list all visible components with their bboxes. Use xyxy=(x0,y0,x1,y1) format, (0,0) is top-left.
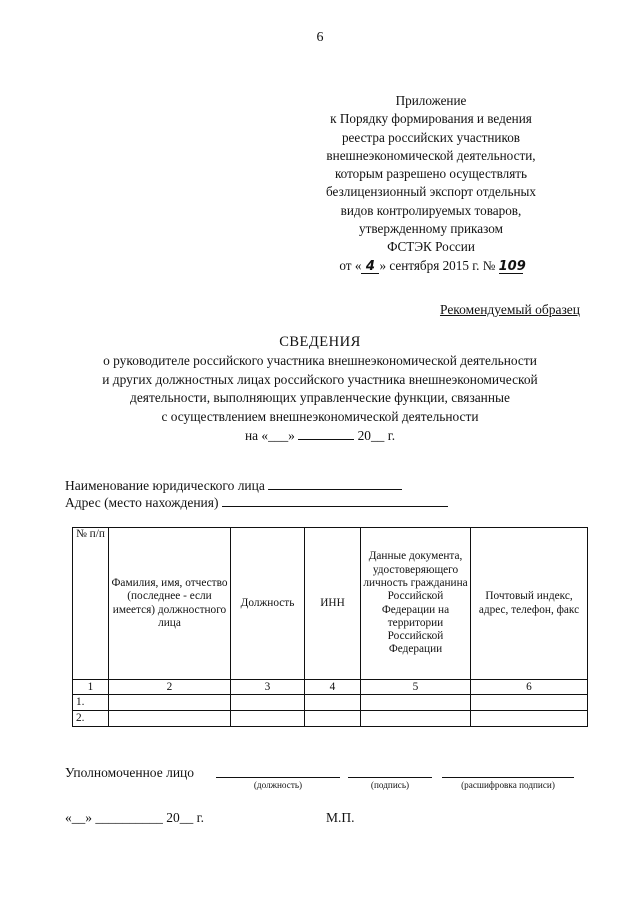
header-number: № п/п xyxy=(73,528,109,680)
document-heading: СВЕДЕНИЯ xyxy=(279,334,361,350)
order-date-prefix: от « xyxy=(339,257,362,273)
appendix-line: видов контролируемых товаров, xyxy=(340,202,522,218)
signature-caption: (подпись) xyxy=(370,780,410,790)
table-cell[interactable] xyxy=(305,695,361,711)
table-cell[interactable] xyxy=(231,695,305,711)
table-cell[interactable] xyxy=(109,695,231,711)
officials-table xyxy=(72,527,588,727)
row-number: 2. xyxy=(73,711,109,727)
title-date-prefix: на «___» xyxy=(244,427,299,443)
title-line: и других должностных лицах российского участника внешнеэкономической xyxy=(102,371,538,387)
title-date-suffix: 20__ г. xyxy=(354,427,396,443)
appendix-line: Приложение xyxy=(395,93,467,108)
appendix-line: ФСТЭК России xyxy=(387,239,475,255)
index-cell: 2 xyxy=(109,680,231,695)
title-date-line xyxy=(60,427,580,446)
order-day-handwritten: 4 xyxy=(361,260,379,274)
authorized-person-label: Уполномоченное лицо xyxy=(65,765,195,780)
order-date-line xyxy=(300,257,562,275)
index-cell: 4 xyxy=(305,680,361,695)
header-full-name: Фамилия, имя, отчество (последнее - если имеется) должностного лица xyxy=(109,528,231,680)
header-identity-document: Данные документа, удостоверяющего личность гражданина Российской Федерации на территории Российской Федерации xyxy=(361,528,471,680)
order-number-handwritten: 109 xyxy=(498,258,526,274)
header-contacts: Почтовый индекс, адрес, телефон, факс xyxy=(471,528,588,680)
row-number: 1. xyxy=(73,695,109,711)
appendix-block xyxy=(300,92,562,275)
index-cell: 6 xyxy=(471,680,588,695)
table-row xyxy=(73,695,588,711)
table-cell[interactable] xyxy=(361,711,471,727)
signature-line[interactable] xyxy=(348,777,432,778)
document-title-block xyxy=(60,333,580,446)
table-cell[interactable] xyxy=(231,711,305,727)
table-cell[interactable] xyxy=(109,711,231,727)
appendix-line: к Порядку формирования и ведения xyxy=(330,111,532,127)
appendix-line: внешнеэкономической деятельности, xyxy=(326,147,536,163)
position-caption: (должность) xyxy=(253,780,303,790)
appendix-line: утвержденному приказом xyxy=(359,221,503,237)
title-line: деятельности, выполняющих управленческие функции, связанные xyxy=(130,390,510,406)
stamp-place-label: М.П. xyxy=(326,810,355,825)
index-cell: 3 xyxy=(231,680,305,695)
appendix-line: безлицензионный экспорт отдельных xyxy=(326,184,536,200)
org-name-field xyxy=(65,478,402,494)
index-cell: 1 xyxy=(73,680,109,695)
table-index-row xyxy=(73,680,588,695)
table-cell[interactable] xyxy=(471,695,588,711)
table-cell[interactable] xyxy=(361,695,471,711)
header-inn: ИНН xyxy=(305,528,361,680)
appendix-line: которым разрешено осуществлять xyxy=(334,166,528,182)
address-blank[interactable] xyxy=(222,495,448,507)
recommended-sample-label: Рекомендуемый образец xyxy=(439,302,580,317)
table-cell[interactable] xyxy=(305,711,361,727)
position-line[interactable] xyxy=(216,777,340,778)
table-header-row xyxy=(73,528,588,680)
title-line: о руководителе российского участника внешнеэкономической деятельности xyxy=(103,352,537,368)
title-date-month-blank[interactable] xyxy=(298,428,354,440)
order-date-middle: » сентября 2015 г. № xyxy=(379,257,496,273)
org-name-label: Наименование юридического лица xyxy=(65,478,265,493)
decoding-line[interactable] xyxy=(442,777,574,778)
signature-date: «__» __________ 20__ г. xyxy=(65,810,205,825)
decoding-caption: (расшифровка подписи) xyxy=(461,780,555,790)
header-position: Должность xyxy=(231,528,305,680)
address-label: Адрес (место нахождения) xyxy=(65,495,219,510)
org-name-blank[interactable] xyxy=(268,478,402,490)
index-cell: 5 xyxy=(361,680,471,695)
table-row xyxy=(73,711,588,727)
appendix-line: реестра российских участников xyxy=(341,129,521,145)
page-number: 6 xyxy=(316,30,324,45)
title-line: с осуществлением внешнеэкономической деятельности xyxy=(161,409,479,425)
table-cell[interactable] xyxy=(471,711,588,727)
address-field xyxy=(65,495,448,511)
